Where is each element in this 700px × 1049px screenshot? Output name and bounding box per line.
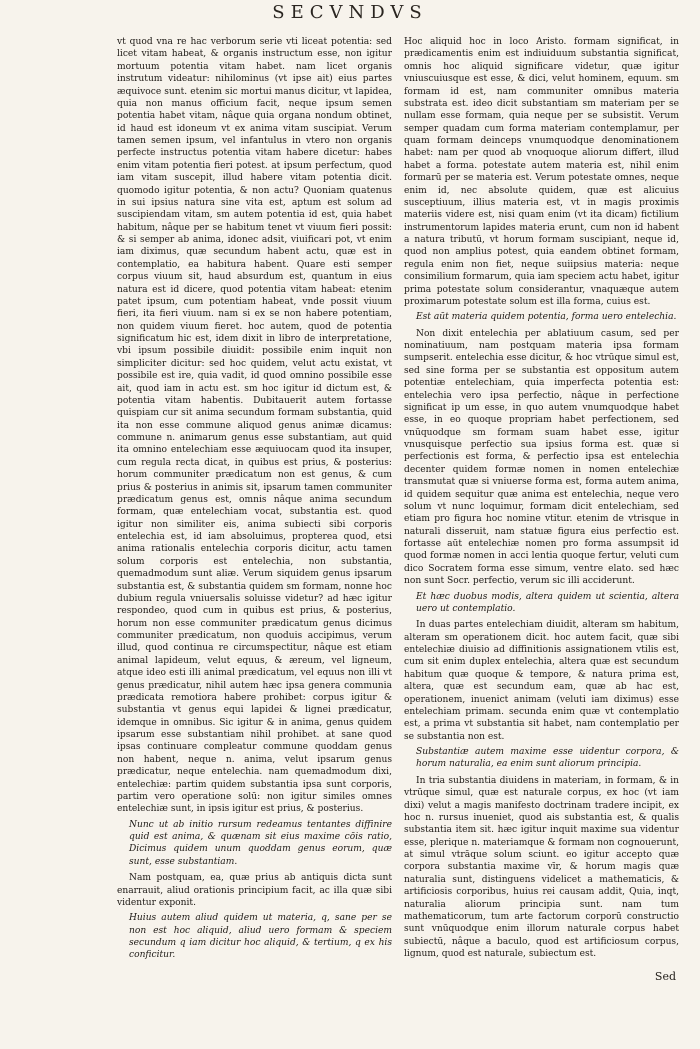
lemma-quotation: Substantiæ autem maxime esse uidentur corpora, & horum naturalia, ea enim sunt aliorum principia.	[416, 747, 679, 770]
lemma-quotation: Et hæc duobus modis, altera quidem ut scientia, altera uero ut contemplatio.	[416, 591, 679, 614]
right-column	[404, 36, 679, 963]
lemma-quotation: Nunc ut ab initio rursum redeamus tentantes diffinire quid est anima, & quænam sit eius maxime cōis ratio, Dicimus quidem unum quoddam genus eorum, quæ sunt, esse substantiam.	[129, 819, 392, 867]
commentary-paragraph: Nam postquam, ea, quæ prius ab antiquis dicta sunt enarrauit, aliud orationis principium facit, ac illa quæ sibi videntur exponit.	[117, 873, 392, 908]
catchword: Sed	[654, 970, 676, 983]
commentary-paragraph: Non dixit entelechia per ablatiuum casum, sed per nominatiuum, nam postquam materia ipsa formam sumpserit. entelechia esse dicitur, & hoc vtrūque simul est, sed sine forma per se substantia est oppositum autem potentiæ entelechiam, quia imperfecta potentia est: entelechia vero ipsa perfectio, nâque in perfectione significat ip um esse, in quo autem vnumquodque habet esse, in eo quoque propriam habet perfectionem, sed vnūquodque sm formam suam habet esse, igitur vnusquisque perfectio sua ipsius forma est. quæ si perfectionis est forma, & perfectio ipsa est entelechia decenter quidem formæ nomen in nomen entelechiæ transmutat quæ si vniuerse forma est, forma autem anima, id quidem sequitur quæ anima est entelechia, neque vero solum vt nunc loquimur, formam dicit entelechiam, sed etiam pro figura hoc nomine vtitur. etenim de vtrisque in naturali disseruit, nam statuæ figura eius perfectio est. fortasse aūt entelechiæ nomen pro forma assumpsit id quod formæ nomen in acci lentia quoque fertur, veluti cum dico Socratem forma esse simum, ventre elato. sed hæc non sunt Socr. perfectio, verum sic illi acciderunt.	[404, 328, 679, 587]
commentary-paragraph: In duas partes entelechiam diuidit, alteram sm habitum, alteram sm operationem dicit. hoc autem facit, quæ sibi entelechiæ diuisio ad diffinitionis assignationem vtilis est, cum sit enim duplex entelechia, altera quæ est secundum habitum quæ quoque & tempore, & natura prima est, altera, quæ est secundum eam, quæ ab hac est, operationem, inuenict animam (veluti iam diximus) esse entelechiam primam. secunda enim quæ vt contemplatio est, a prima vt substantia sit habet, nam contemplatio per se substantia non est.	[404, 620, 679, 742]
commentary-paragraph: vt quod vna re hac verborum serie vti liceat potentia: sed licet vitam habeat, & organis instructum esse, non igitur mortuum potentia vitam habet. nam licet organis instrutum videatur: nihilominus (vt ipse ait) eius partes æquivoce sunt. etenim sic mortui manus dicitur, vt lapidea, quia non manus officium facit, neque ipsum semen potentia habet vitam, nâque quia organa nondum obtinet, id haud est idoneum vt ex anima vitam suscipiat. Verum tamen semen ipsum, vel infantulus in vtero non organis perfecte instructus potentia vitam habere dicetur: habes enim vitam potentia fieri potest. at ipsum perfectum, quod iam vitam suscepit, illud habere vitam potentia dicit. quomodo igitur potentia, & non actu? Quoniam quatenus in sui ipsius natura sine vita est, aptum est solum ad suscipiendam vitam, sm autem potentia id est, quia habet habitum, nâque per se habitum tenet vt viuum fieri possit: & si semper ab anima, idonec adsit, viuificari pot, vt enim iam diximus, quæ secundum habent actu, quæ est in contemplatio, ea habitura habent. Quare esti semper corpus viuum sit, haud absurdum est, quantum in eius natura est id dicere, quod potentia vitam habeat: etenim patet ipsum, cum potentiam habeat, vnde possit viuum fieri, ita fieri viuum. nam si ex se non habere potentiam, non quidem viuum fieret. hoc autem, quod de potentia significatum hic est, idem dixit in libro de interpretatione, vbi ipsum possibile diuidit: possibile enim inquit non simpliciter dicitur: sed hoc quidem, velut actu existat, vt possibile est ire, quia vadit, id quod omnino possibile esse ait, quod iam in actu est. sm hoc igitur id dictum est, & potentia vitam habentis. Dubitauerit autem fortasse quispiam cur sit anima secundum formam substantia, quid ita non esse commune aliquod genus animæ dicamus: commune n. animarum genus esse substantiam, aut quid ita omnino entelechiam esse æquiuocam quod ita insuper, cum regula recta dicat, in quibus est prius, & posterius: horum communiter prædicatum non est genus, & cum prius & posterius in animis sit, ipsarum tamen communiter prædicatum genus est, omnis nâque anima secundum formam, quæ entelechiam vocat, substantia est. quod igitur non similiter eis, anima subiecti sibi corporis entelechia est, id iam absoluimus, propterea quod, etsi anima rationalis entelechia corporis dicitur, actu tamen solum corporis est entelechia, non substantia, quemadmodum sunt aliæ. Verum siquidem genus ipsarum substantia est, & substantia quidem sm formam, nonne hoc dubium regula vniuersalis soluisse videtur? ad hæc igitur respondeo, quod cum in quibus est prius, & posterius, horum non esse communiter prædicatum genus dicimus communiter prædicatum, non quoduis accipimus, verum illud, quod continua re circumspectitur, nâque est etiam animal lapideum, velut equus, & æreum, vel ligneum, atque ideo esti illi animal prædicatum, vel equus non illi vt genus prædicatur, nihil autem hæc ipsa genera communia prædicata remotiora habere prohibet: corpus igitur & substantia vt genus equi lapidei & lignei prædicatur, idemque in omnibus. Sic igitur & in anima, genus quidem ipsarum esse substantiam nihil prohibet. at sane quod ipsas continuare compleatur commune quoddam genus non habent, neque n. anima, velut ipsarum genus prædicatur, neque entelechia. nam quemadmodum dixi, entelechiæ: partim quidem substantia ipsa sunt corporis, partim vero operatione solū: non igitur similes omnes entelechiæ sunt, in ipsis igitur est prius, & posterius.	[117, 37, 392, 815]
lemma-quotation: Huius autem aliud quidem ut materia, q, sane per se non est hoc aliquid, aliud uero formam & speciem secundum q iam dicitur hoc aliquid, & tertium, q ex his conficitur.	[129, 913, 392, 961]
lemma-quotation: Est aūt materia quidem potentia, forma uero entelechia.	[416, 312, 677, 323]
left-column	[117, 36, 392, 966]
commentary-paragraph: In tria substantia diuidens in materiam, in formam, & in vtrūque simul, quæ est naturale corpus, ex hoc (vt iam dixi) velut a magis manifesto doctrinam tradere incipit, ex hoc n. rursus inueniet, quod ais substantia est, & qualis substantia item sit. hæc igitur inquit maxime sua videntur esse, plerique n. materiamque & formam non cognouerunt, at simul vtrāque solum sciunt. eo igitur accepto quæ corpora substantia maxime vīr, & horum magis quæ naturalia sunt, distinguens videlicet a mathematicis, & artificiosis corporibus, huius rei causam addit, Quia, inqt, naturalia aliorum principia sunt. nam tum mathematicorum, tum arte factorum corporū constructio sunt vnūquodque enim illorum naturale corpus habet subiectū, nâque a baculo, quod est artificiosum corpus, lignum, quod est naturale, subiectum est.	[404, 775, 679, 959]
running-title: SECVNDVS	[272, 2, 428, 23]
commentary-paragraph: Hoc aliquid hoc in loco Aristo. formam significat, in prædicamentis enim est indiuiduum substantia significat, omnis hoc aliquid significare videtur, quæ igitur vniuscuiusque est esse, & dici, velut hominem, equum. sm formam id est, nam communiter omnibus materia substrata est. ideo dicit substantiam sm materiam per se nullam esse formam, quia neque per se subsistit. Verum semper quadam cum forma materiam contemplamur, per quam formam deinceps vnumquodque denominationem habet: nam per quod ab vnoquoque aliorum differt, illud habet a forma. potestate autem materia est, nihil enim formarū per se materia est. Verum potestate omnes, neque enim id, nec absolute quidem, quæ est alicuius susceptiuum, illius materia est, vt in magis proximis materiis videre est, nisi quam enim (vt ita dicam) fictilium instrumentorum lapides materia erunt, cum non id habent a natura tributū, vt horum formam suscipiant, neque id, quod non amplius potest, quia eandem obtinet formam, regula enim non fiet, neque suiipsius materia: neque consimilium formarum, quia iam speciem actu habet, igitur prima potestate solum considerantur, vnaquæque autem proximarum potestate solum est illa forma, cuius est.	[404, 37, 679, 307]
